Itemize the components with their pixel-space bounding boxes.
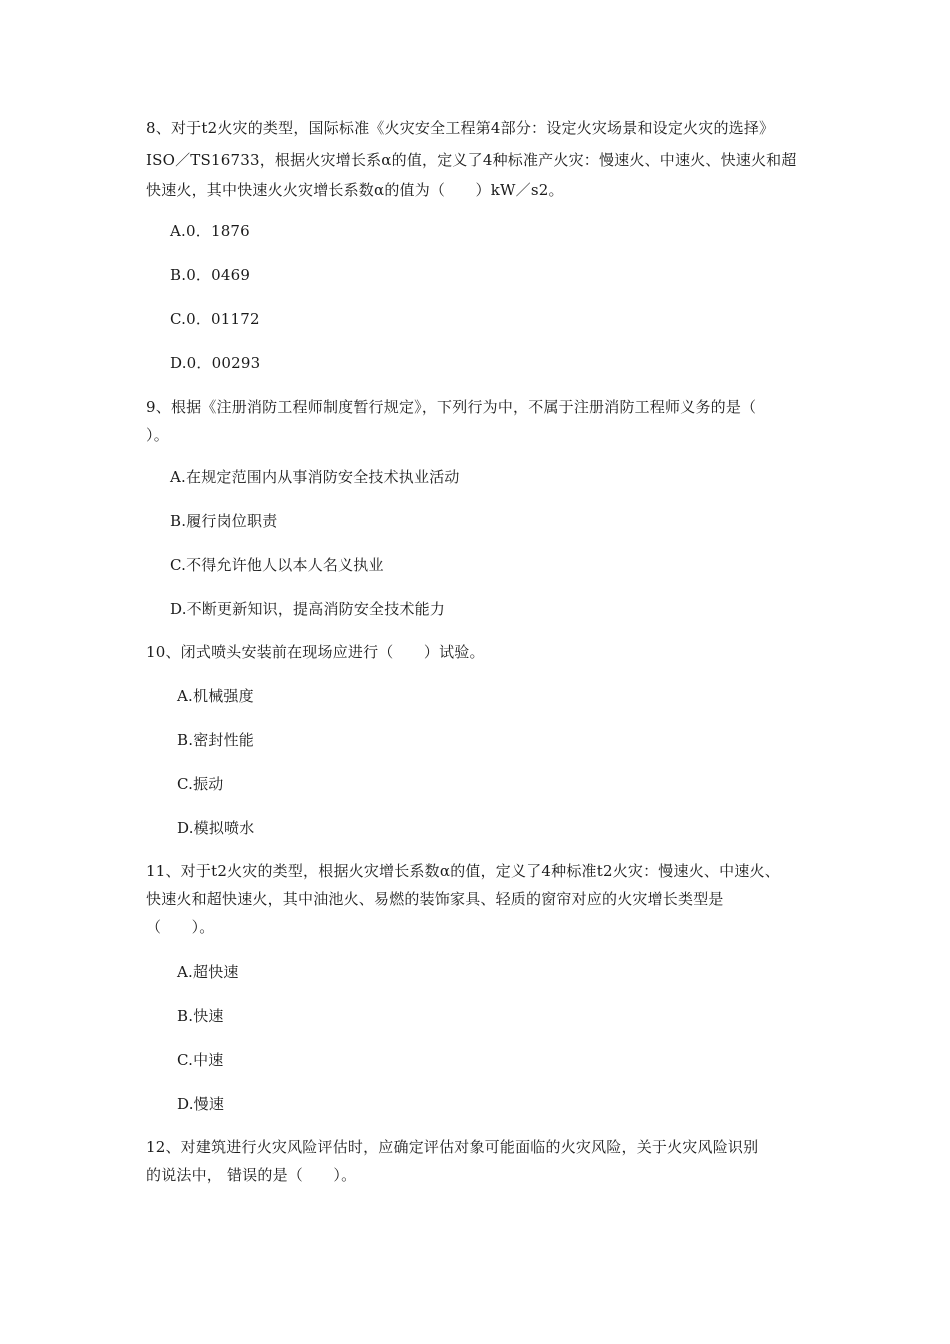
- question-8-option-d: D.0．00293: [170, 354, 261, 372]
- question-8-option-c: C.0．01172: [170, 310, 260, 328]
- question-8-line-1: 8、对于t2火灾的类型，国际标准《火灾安全工程第4部分：设定火灾场景和设定火灾的选择》: [146, 119, 775, 137]
- question-10-option-b: B.密封性能: [177, 731, 254, 749]
- question-9-option-c: C.不得允许他人以本人名义执业: [170, 556, 384, 574]
- question-9-option-b: B.履行岗位职责: [170, 512, 278, 530]
- question-10-line-1: 10、闭式喷头安装前在现场应进行（ ）试验。: [146, 643, 485, 661]
- question-8-option-b: B.0．0469: [170, 266, 251, 284]
- question-10-option-a: A.机械强度: [177, 687, 254, 705]
- question-10-option-c: C.振动: [177, 775, 224, 793]
- question-9-option-d: D.不断更新知识，提高消防安全技术能力: [170, 600, 446, 618]
- question-11-option-a: A.超快速: [177, 963, 239, 981]
- question-11-option-b: B.快速: [177, 1007, 224, 1025]
- question-8-line-3: 快速火，其中快速火火灾增长系数α的值为（ ）kW／s2。: [146, 181, 564, 199]
- question-8-line-2: ISO／TS16733，根据火灾增长系α的值，定义了4种标准产火灾：慢速火、中速火、快速火和超: [146, 151, 797, 169]
- question-12-line-1: 12、对建筑进行火灾风险评估时，应确定评估对象可能面临的火灾风险，关于火灾风险识别: [146, 1138, 759, 1156]
- question-8-option-a: A.0．1876: [170, 222, 250, 240]
- question-9-option-a: A.在规定范围内从事消防安全技术执业活动: [170, 468, 460, 486]
- question-11-option-d: D.慢速: [177, 1095, 225, 1113]
- question-9-line-1: 9、根据《注册消防工程师制度暂行规定》，下列行为中，不属于注册消防工程师义务的是（: [146, 398, 757, 416]
- question-9-line-2: ）。: [146, 426, 169, 444]
- question-11-line-1: 11、对于t2火灾的类型，根据火灾增长系数α的值，定义了4种标准t2火灾：慢速火、中速火、: [146, 862, 780, 880]
- question-10-option-d: D.模拟喷水: [177, 819, 255, 837]
- question-12-line-2: 的说法中， 错误的是（ ）。: [146, 1166, 357, 1184]
- question-11-line-2: 快速火和超快速火，其中油池火、易燃的装饰家具、轻质的窗帘对应的火灾增长类型是: [146, 890, 724, 908]
- question-11-option-c: C.中速: [177, 1051, 224, 1069]
- question-11-line-3: （ ）。: [146, 918, 215, 936]
